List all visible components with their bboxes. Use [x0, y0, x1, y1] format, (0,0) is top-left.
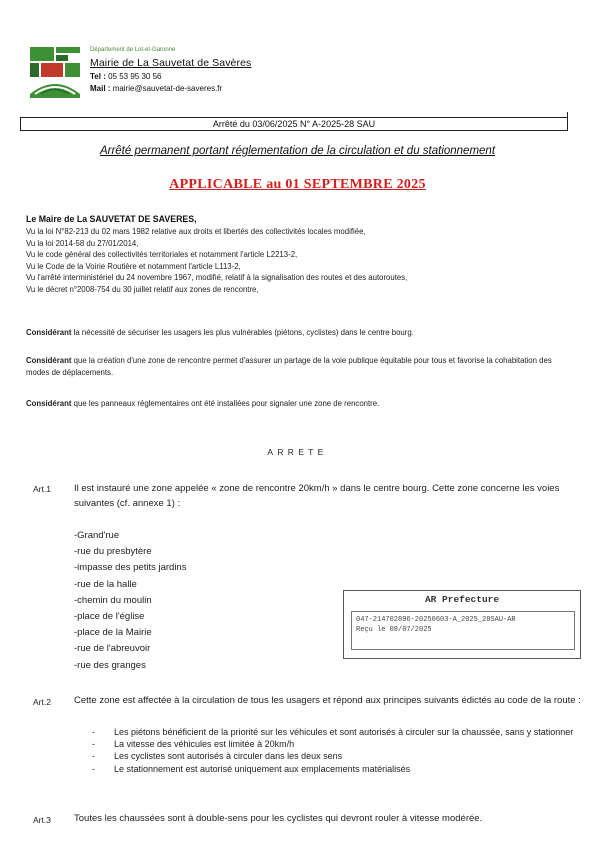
email-address: mairie@sauvetat-de-saveres.fr: [112, 84, 223, 93]
principe-text: La vitesse des véhicules est limitée à 20km/h: [114, 739, 295, 750]
article-1-number: Art.1: [33, 484, 51, 494]
email-label: Mail :: [90, 84, 111, 93]
applicable-date: APPLICABLE au 01 SEPTEMBRE 2025: [169, 177, 426, 192]
ar-prefecture-stamp: [343, 590, 581, 659]
voie-item: -place de la Mairie: [74, 627, 152, 639]
considerant-text: que les panneaux réglementaires ont été installées pour signaler une zone de rencontre.: [73, 399, 380, 408]
voies-list: [74, 528, 186, 674]
considerant-label: Considérant: [26, 328, 72, 337]
principe-text: Les cyclistes sont autorisés à circuler dans les deux sens: [114, 751, 343, 762]
article-3-number: Art.3: [33, 815, 51, 825]
stamp-details: [351, 611, 575, 650]
vu-item: Vu l'arrêté interministériel du 24 novembre 1967, modifié, relatif à la signalisation des routes et des autoroutes,: [26, 273, 408, 283]
bullet-dash: -: [92, 763, 95, 774]
considerant-3: [26, 398, 576, 410]
principe-text: Le stationnement est autorisé uniquement aux emplacements matérialisés: [114, 763, 411, 774]
voie-item: -rue du presbytère: [74, 546, 152, 558]
vu-list: [26, 226, 407, 296]
vu-item: Vu le code général des collectivités territoriales et notamment l'article L2213-2,: [26, 250, 298, 260]
principe-item: [92, 750, 582, 762]
article-1-text: Il est instauré une zone appelée « zone de rencontre 20km/h » dans le centre bourg. Cette zone concerne les voies suivantes (cf. annexe 1) :: [74, 483, 560, 509]
bullet-dash: -: [92, 727, 95, 737]
phone-label: Tel :: [90, 72, 106, 81]
bullet-dash: -: [92, 739, 95, 750]
vu-item: Vu le décret n°2008-754 du 30 juillet relatif aux zones de rencontre,: [26, 284, 259, 294]
mairie-logo: [27, 44, 83, 100]
stamp-ar-number: 047-214702896-20250603-A_2025_28SAU-AR: [356, 616, 516, 624]
voie-item: -impasse des petits jardins: [74, 562, 187, 574]
considerant-label: Considérant: [26, 399, 72, 408]
phone-number: 05 53 95 30 56: [108, 72, 162, 81]
stamp-received-date: Reçu le 08/07/2025: [356, 626, 432, 634]
vu-item: Vu la loi 2014-58 du 27/01/2014,: [26, 238, 139, 248]
bullet-dash: -: [92, 751, 95, 762]
principe-item: [92, 726, 582, 738]
voie-item: -rue de la halle: [74, 578, 137, 590]
considerant-2: [26, 355, 576, 379]
arrete-reference: Arrêté du 03/06/2025 N° A-2025-28 SAU: [212, 119, 376, 129]
arrete-heading: ARRETE: [267, 447, 328, 457]
article-2-text: Cette zone est affectée à la circulation de tous les usagers et répond aux principes suivants édictés au code de la route :: [74, 695, 581, 706]
stamp-title: AR Prefecture: [424, 594, 500, 605]
voie-item: -rue des granges: [74, 659, 146, 671]
article-3-text: Toutes les chaussées sont à double-sens pour les cyclistes qui devront rouler à vitesse modérée.: [74, 813, 483, 824]
voie-item: -place de l'église: [74, 611, 145, 623]
phone-line: [90, 72, 161, 81]
considerant-text: la nécessité de sécuriser les usagers les plus vulnérables (piétons, cyclistes) dans le centre bourg.: [73, 328, 414, 337]
considerant-text: que la création d'une zone de rencontre permet d'assurer un partage de la voie publique équitable pour tous et favorise la cohabitation des modes de déplacements.: [26, 356, 552, 377]
arrete-subtitle: Arrêté permanent portant réglementation de la circulation et du stationnement: [99, 145, 496, 157]
considerant-1: [26, 327, 576, 339]
principe-item: [92, 738, 582, 750]
mairie-name: Mairie de La Sauvetat de Savères: [90, 57, 252, 69]
considerant-label: Considérant: [26, 356, 72, 365]
principe-item: [92, 763, 582, 775]
reference-box: [20, 117, 568, 131]
vu-item: Vu le Code de la Voirie Routière et notamment l'article L113-2,: [26, 261, 241, 271]
maire-heading: Le Maire de La SAUVETAT DE SAVERES,: [26, 214, 197, 224]
article-2-number: Art.2: [33, 697, 51, 707]
principe-text: Les piétons bénéficient de la priorité sur les véhicules et sont autorisés à circuler sur la chaussée, sans y stationner: [114, 727, 574, 737]
department-name: Département de Lot-et-Garonne: [90, 47, 176, 53]
email-line: [90, 84, 222, 93]
voie-item: -rue de l'abreuvoir: [74, 643, 151, 655]
principes-list: [92, 726, 582, 775]
voie-item: -chemin du moulin: [74, 594, 152, 606]
reference-box-tick: [567, 112, 568, 118]
vu-item: Vu la loi N°82-213 du 02 mars 1982 relative aux droits et libertés des collectivités locales modifiée,: [26, 227, 366, 236]
voie-item: -Grand'rue: [74, 530, 120, 541]
